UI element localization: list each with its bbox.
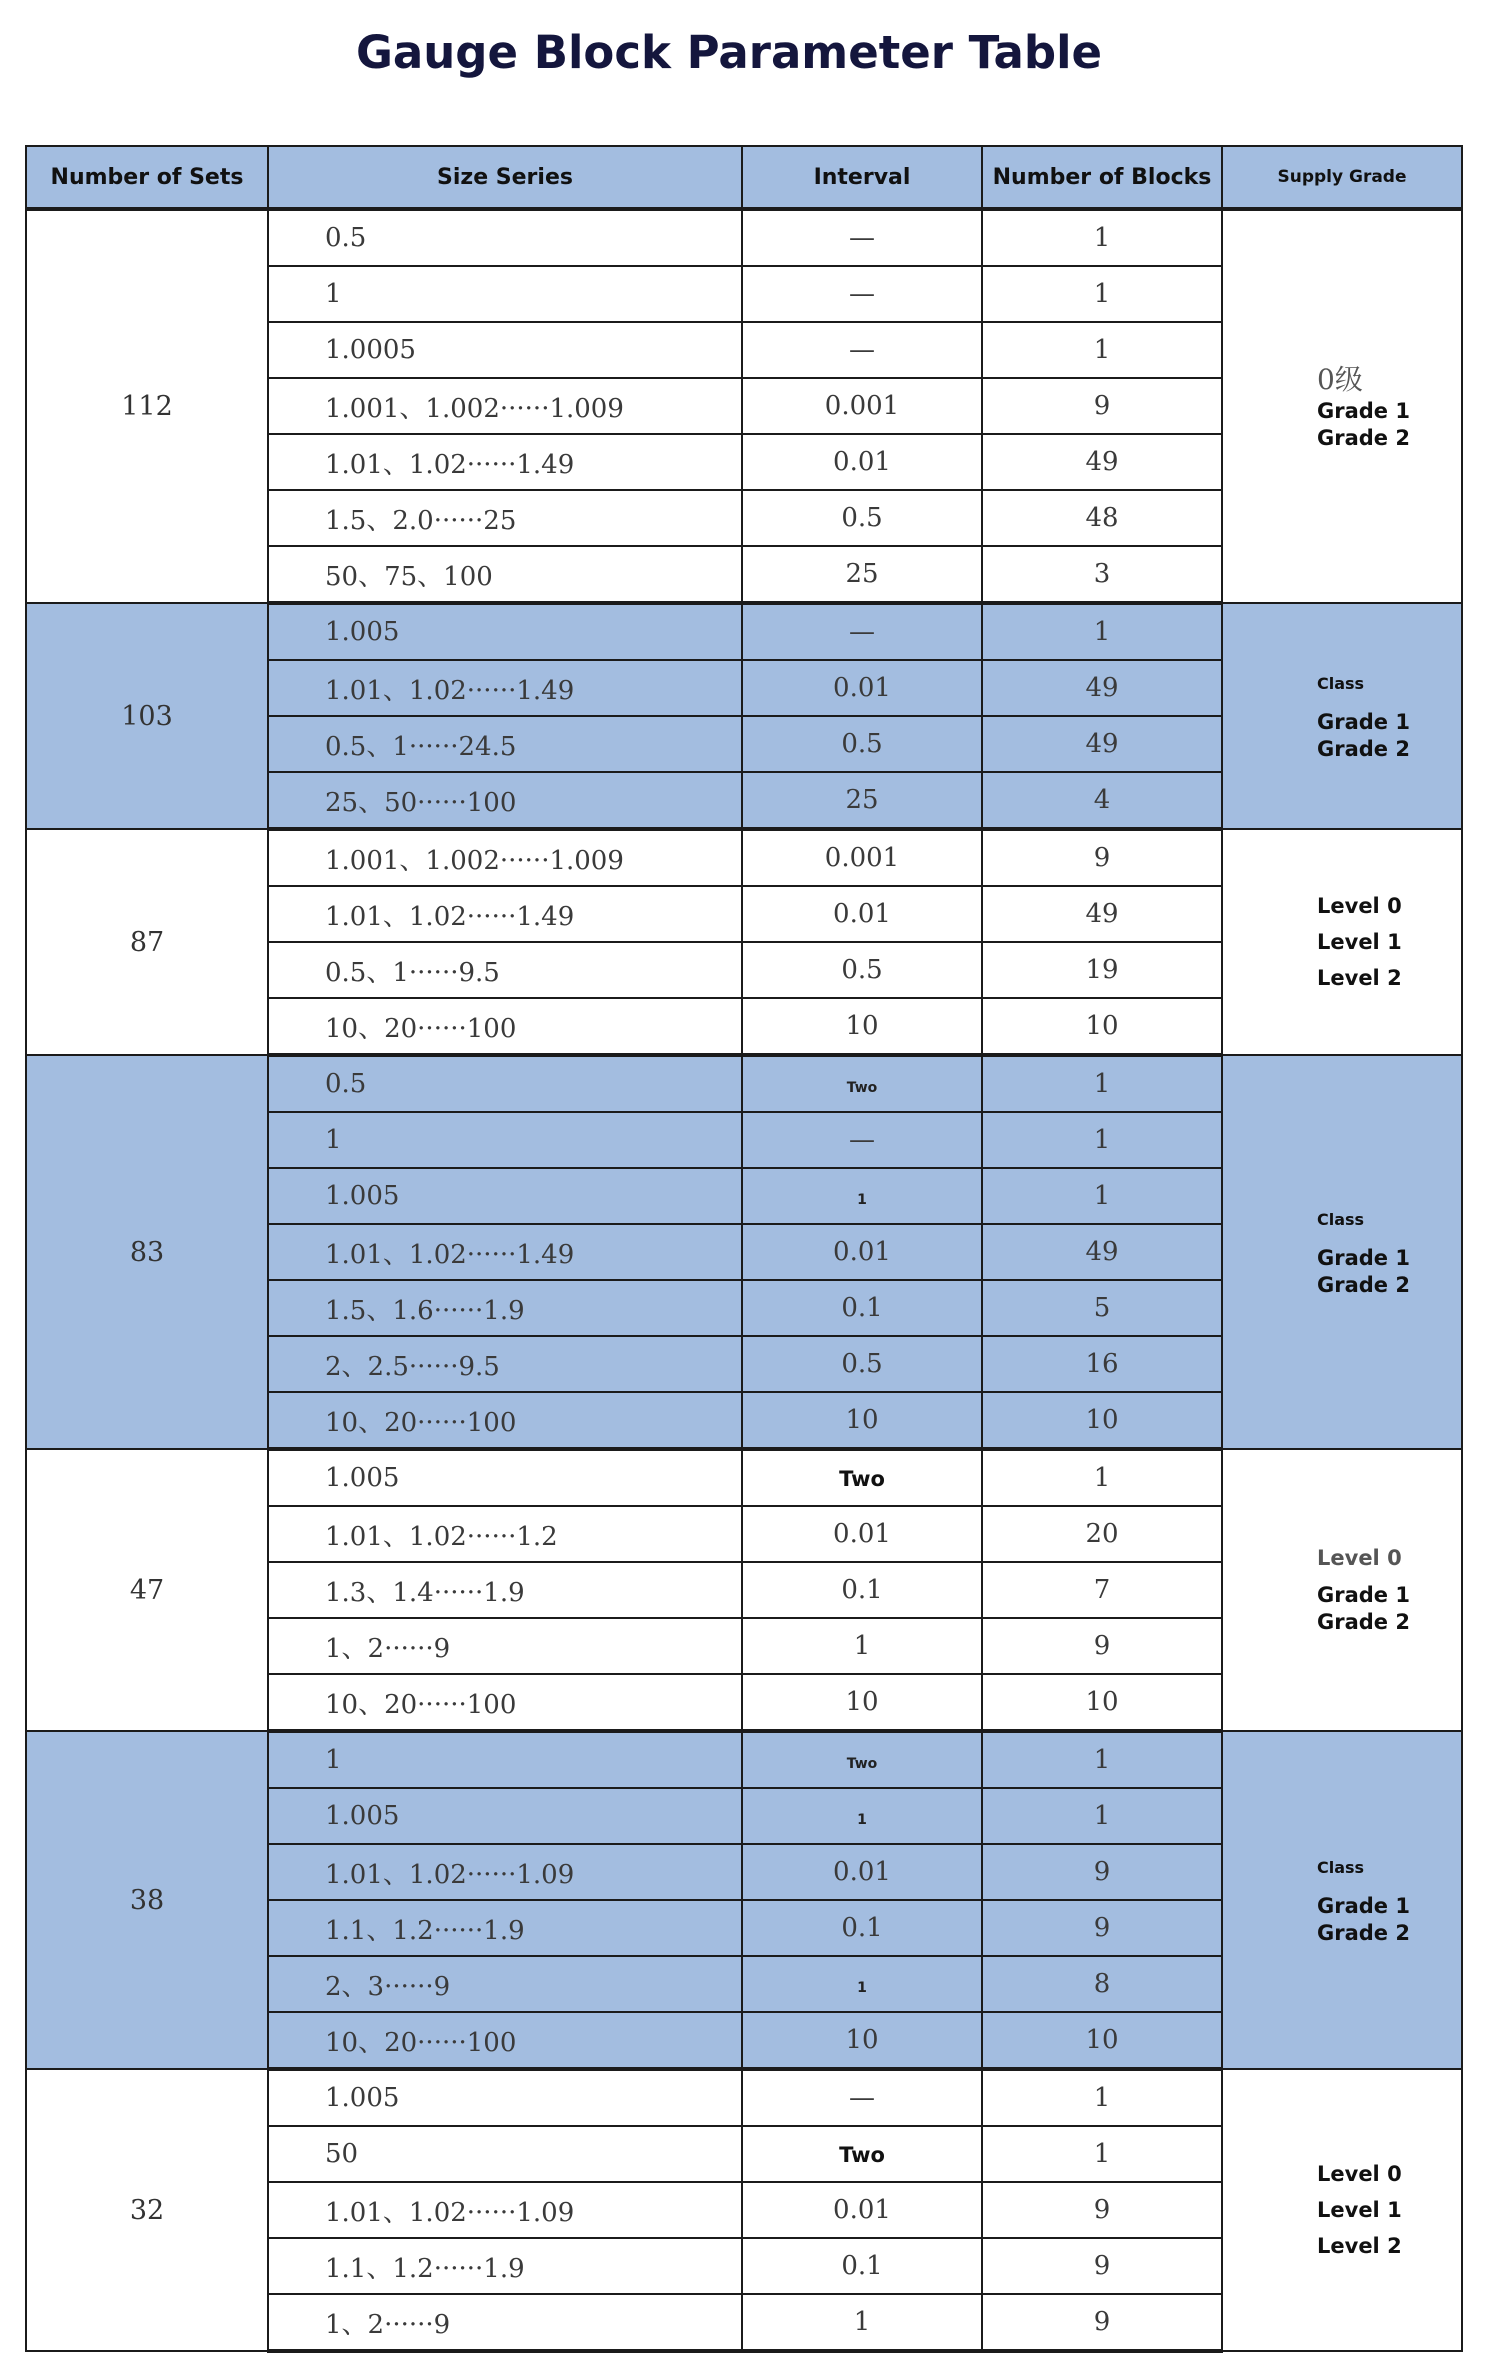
number-of-sets-cell: 32	[26, 2069, 268, 2351]
size-series-cell: 10、20······100	[268, 1392, 742, 1449]
number-of-blocks-cell: 1	[982, 1449, 1222, 1506]
supply-grade-line: Grade 1	[1317, 1582, 1410, 1607]
page-title: Gauge Block Parameter Table	[355, 26, 1103, 79]
number-of-blocks-cell: 4	[982, 772, 1222, 829]
interval-value: Two	[846, 1080, 878, 1096]
size-series-cell: 2、3······9	[268, 1956, 742, 2012]
interval-value: Two	[846, 1756, 878, 1772]
supply-grade-line: Grade 1	[1317, 1893, 1410, 1918]
interval-value: 0.5	[841, 955, 883, 985]
number-of-blocks-cell: 49	[982, 886, 1222, 942]
interval-value: 0.01	[833, 447, 891, 477]
supply-grade-line: Level 0	[1317, 894, 1402, 918]
size-series-cell: 10、20······100	[268, 998, 742, 1055]
interval-value: 0.001	[824, 843, 900, 873]
size-series-cell: 0.5	[268, 1055, 742, 1112]
interval-cell	[742, 1956, 982, 2012]
number-of-blocks-cell: 1	[982, 1055, 1222, 1112]
table-row	[26, 1449, 1462, 1506]
number-of-blocks-cell: 20	[982, 1506, 1222, 1562]
interval-cell	[742, 886, 982, 942]
interval-value: —	[849, 617, 875, 647]
interval-cell	[742, 2012, 982, 2069]
interval-cell	[742, 716, 982, 772]
number-of-blocks-cell: 1	[982, 2069, 1222, 2126]
number-of-blocks-cell: 19	[982, 942, 1222, 998]
size-series-cell: 25、50······100	[268, 772, 742, 829]
number-of-blocks-cell: 5	[982, 1280, 1222, 1336]
interval-cell	[742, 2182, 982, 2238]
supply-grade-cell	[1222, 1731, 1462, 2069]
interval-cell	[742, 1506, 982, 1562]
size-series-cell: 1.1、1.2······1.9	[268, 1900, 742, 1956]
interval-cell	[742, 490, 982, 546]
table-row	[26, 1055, 1462, 1112]
number-of-blocks-cell: 8	[982, 1956, 1222, 2012]
header-size-series: Size Series	[268, 146, 742, 209]
number-of-blocks-cell: 9	[982, 1844, 1222, 1900]
number-of-blocks-cell: 49	[982, 1224, 1222, 1280]
size-series-cell: 1、2······9	[268, 1618, 742, 1674]
interval-cell	[742, 1900, 982, 1956]
table-row	[26, 603, 1462, 660]
number-of-blocks-cell: 9	[982, 1618, 1222, 1674]
supply-grade-line: 0级	[1317, 362, 1363, 396]
supply-grade-line: Level 1	[1317, 2198, 1402, 2222]
interval-cell	[742, 2126, 982, 2182]
supply-grade-cell	[1222, 1449, 1462, 1731]
interval-cell	[742, 1674, 982, 1731]
number-of-blocks-cell: 48	[982, 490, 1222, 546]
number-of-sets-cell: 87	[26, 829, 268, 1055]
interval-value: —	[849, 2083, 875, 2113]
size-series-cell: 1.01、1.02······1.2	[268, 1506, 742, 1562]
interval-value: 1	[857, 1980, 867, 1996]
supply-grade-line: Level 2	[1317, 2234, 1402, 2258]
number-of-blocks-cell: 9	[982, 2182, 1222, 2238]
supply-grade-line: Grade 1	[1317, 1245, 1410, 1270]
header-number-of-sets: Number of Sets	[26, 146, 268, 209]
number-of-blocks-cell: 7	[982, 1562, 1222, 1618]
size-series-cell: 1.0005	[268, 322, 742, 378]
size-series-cell: 1	[268, 1112, 742, 1168]
interval-value: 1	[857, 1812, 867, 1828]
number-of-blocks-cell: 9	[982, 1900, 1222, 1956]
size-series-cell: 1.005	[268, 1449, 742, 1506]
supply-grade-cell	[1222, 209, 1462, 603]
size-series-cell: 10、20······100	[268, 1674, 742, 1731]
gauge-block-table	[25, 145, 1463, 2353]
interval-cell	[742, 660, 982, 716]
interval-value: 0.01	[833, 1237, 891, 1267]
supply-grade-line: Level 2	[1317, 966, 1402, 990]
interval-value: 0.01	[833, 1519, 891, 1549]
number-of-blocks-cell: 10	[982, 1392, 1222, 1449]
interval-cell	[742, 378, 982, 434]
interval-value: —	[849, 1125, 875, 1155]
number-of-blocks-cell: 16	[982, 1336, 1222, 1392]
interval-cell	[742, 1392, 982, 1449]
interval-value: 10	[845, 1687, 879, 1717]
interval-cell	[742, 434, 982, 490]
interval-cell	[742, 209, 982, 266]
supply-grade-line: Grade 2	[1317, 1272, 1410, 1297]
header-row	[26, 146, 1462, 209]
interval-cell	[742, 1844, 982, 1900]
number-of-sets-cell: 47	[26, 1449, 268, 1731]
supply-grade-cell	[1222, 2069, 1462, 2351]
interval-value: Two	[839, 2143, 885, 2167]
size-series-cell: 0.5、1······9.5	[268, 942, 742, 998]
number-of-blocks-cell: 9	[982, 2294, 1222, 2351]
size-series-cell: 0.5、1······24.5	[268, 716, 742, 772]
interval-cell	[742, 1224, 982, 1280]
size-series-cell: 1.01、1.02······1.09	[268, 1844, 742, 1900]
size-series-cell: 1.01、1.02······1.49	[268, 1224, 742, 1280]
size-series-cell: 1.01、1.02······1.49	[268, 886, 742, 942]
size-series-cell: 1.001、1.002······1.009	[268, 829, 742, 886]
number-of-blocks-cell: 1	[982, 1112, 1222, 1168]
size-series-cell: 1.01、1.02······1.49	[268, 660, 742, 716]
number-of-blocks-cell: 9	[982, 378, 1222, 434]
interval-value: 25	[845, 559, 879, 589]
size-series-cell: 1.01、1.02······1.49	[268, 434, 742, 490]
size-series-cell: 1.005	[268, 603, 742, 660]
size-series-cell: 2、2.5······9.5	[268, 1336, 742, 1392]
interval-cell	[742, 1562, 982, 1618]
number-of-blocks-cell: 10	[982, 998, 1222, 1055]
header-number-of-blocks: Number of Blocks	[982, 146, 1222, 209]
supply-grade-line: Grade 1	[1317, 398, 1410, 423]
interval-cell	[742, 546, 982, 603]
interval-value: 0.01	[833, 899, 891, 929]
number-of-blocks-cell: 1	[982, 2126, 1222, 2182]
number-of-blocks-cell: 1	[982, 209, 1222, 266]
interval-value: 0.01	[833, 673, 891, 703]
number-of-blocks-cell: 49	[982, 660, 1222, 716]
interval-cell	[742, 1168, 982, 1224]
supply-grade-line: Grade 2	[1317, 1920, 1410, 1945]
size-series-cell: 1.005	[268, 2069, 742, 2126]
interval-cell	[742, 1112, 982, 1168]
interval-value: 25	[845, 785, 879, 815]
number-of-sets-cell: 38	[26, 1731, 268, 2069]
interval-cell	[742, 1280, 982, 1336]
supply-grade-cell	[1222, 829, 1462, 1055]
size-series-cell: 1.3、1.4······1.9	[268, 1562, 742, 1618]
supply-grade-line: Class	[1317, 673, 1365, 693]
interval-value: 1	[853, 1631, 871, 1661]
number-of-blocks-cell: 3	[982, 546, 1222, 603]
interval-value: 10	[845, 2025, 879, 2055]
header-supply-grade: Supply Grade	[1222, 146, 1462, 209]
interval-cell	[742, 998, 982, 1055]
number-of-blocks-cell: 1	[982, 1788, 1222, 1844]
interval-value: 0.5	[841, 503, 883, 533]
interval-value: 0.1	[841, 1293, 883, 1323]
table-body	[26, 209, 1462, 2351]
interval-value: 0.001	[824, 391, 900, 421]
interval-cell	[742, 942, 982, 998]
interval-value: 0.01	[833, 2195, 891, 2225]
interval-cell	[742, 603, 982, 660]
number-of-blocks-cell: 10	[982, 1674, 1222, 1731]
size-series-cell: 50、75、100	[268, 546, 742, 603]
interval-cell	[742, 1788, 982, 1844]
supply-grade-cell	[1222, 603, 1462, 829]
supply-grade-line: Grade 2	[1317, 425, 1410, 450]
interval-cell	[742, 1618, 982, 1674]
number-of-blocks-cell: 1	[982, 1731, 1222, 1788]
interval-cell	[742, 2238, 982, 2294]
size-series-cell: 1.1、1.2······1.9	[268, 2238, 742, 2294]
supply-grade-line: Grade 2	[1317, 1609, 1410, 1634]
interval-cell	[742, 1731, 982, 1788]
interval-value: 1	[857, 1192, 867, 1208]
header-interval: Interval	[742, 146, 982, 209]
number-of-blocks-cell: 1	[982, 603, 1222, 660]
number-of-blocks-cell: 1	[982, 1168, 1222, 1224]
interval-value: 1	[853, 2307, 871, 2337]
interval-cell	[742, 266, 982, 322]
interval-cell	[742, 1449, 982, 1506]
table-row	[26, 2069, 1462, 2126]
size-series-cell: 1	[268, 266, 742, 322]
number-of-sets-cell: 103	[26, 603, 268, 829]
size-series-cell: 1.005	[268, 1788, 742, 1844]
interval-cell	[742, 2069, 982, 2126]
interval-value: 10	[845, 1011, 879, 1041]
supply-grade-line: Class	[1317, 1209, 1365, 1229]
interval-cell	[742, 772, 982, 829]
supply-grade-line: Level 0	[1317, 1545, 1402, 1570]
interval-value: 0.1	[841, 1575, 883, 1605]
number-of-sets-cell: 83	[26, 1055, 268, 1449]
table-row	[26, 829, 1462, 886]
interval-value: —	[849, 335, 875, 365]
interval-cell	[742, 1055, 982, 1112]
supply-grade-line: Level 1	[1317, 930, 1402, 954]
interval-value: 0.5	[841, 1349, 883, 1379]
supply-grade-line: Level 0	[1317, 2162, 1402, 2186]
size-series-cell: 0.5	[268, 209, 742, 266]
number-of-blocks-cell: 1	[982, 266, 1222, 322]
interval-value: 0.01	[833, 1857, 891, 1887]
supply-grade-line: Class	[1317, 1857, 1365, 1877]
interval-value: Two	[839, 1467, 885, 1491]
interval-cell	[742, 2294, 982, 2351]
size-series-cell: 1.005	[268, 1168, 742, 1224]
supply-grade-cell	[1222, 1055, 1462, 1449]
interval-value: 0.1	[841, 2251, 883, 2281]
size-series-cell: 1	[268, 1731, 742, 1788]
interval-value: 0.1	[841, 1913, 883, 1943]
number-of-blocks-cell: 49	[982, 716, 1222, 772]
interval-value: 0.5	[841, 729, 883, 759]
interval-cell	[742, 322, 982, 378]
number-of-blocks-cell: 49	[982, 434, 1222, 490]
number-of-blocks-cell: 9	[982, 2238, 1222, 2294]
size-series-cell: 1.5、2.0······25	[268, 490, 742, 546]
interval-value: —	[849, 223, 875, 253]
table-row	[26, 1731, 1462, 1788]
number-of-blocks-cell: 10	[982, 2012, 1222, 2069]
supply-grade-line: Grade 2	[1317, 736, 1410, 761]
size-series-cell: 1.01、1.02······1.09	[268, 2182, 742, 2238]
interval-cell	[742, 829, 982, 886]
size-series-cell: 10、20······100	[268, 2012, 742, 2069]
number-of-blocks-cell: 1	[982, 322, 1222, 378]
interval-value: —	[849, 279, 875, 309]
size-series-cell: 1.001、1.002······1.009	[268, 378, 742, 434]
interval-cell	[742, 1336, 982, 1392]
size-series-cell: 1、2······9	[268, 2294, 742, 2351]
interval-value: 10	[845, 1405, 879, 1435]
number-of-blocks-cell: 9	[982, 829, 1222, 886]
supply-grade-line: Grade 1	[1317, 709, 1410, 734]
size-series-cell: 1.5、1.6······1.9	[268, 1280, 742, 1336]
size-series-cell: 50	[268, 2126, 742, 2182]
number-of-sets-cell: 112	[26, 209, 268, 603]
table-row	[26, 209, 1462, 266]
